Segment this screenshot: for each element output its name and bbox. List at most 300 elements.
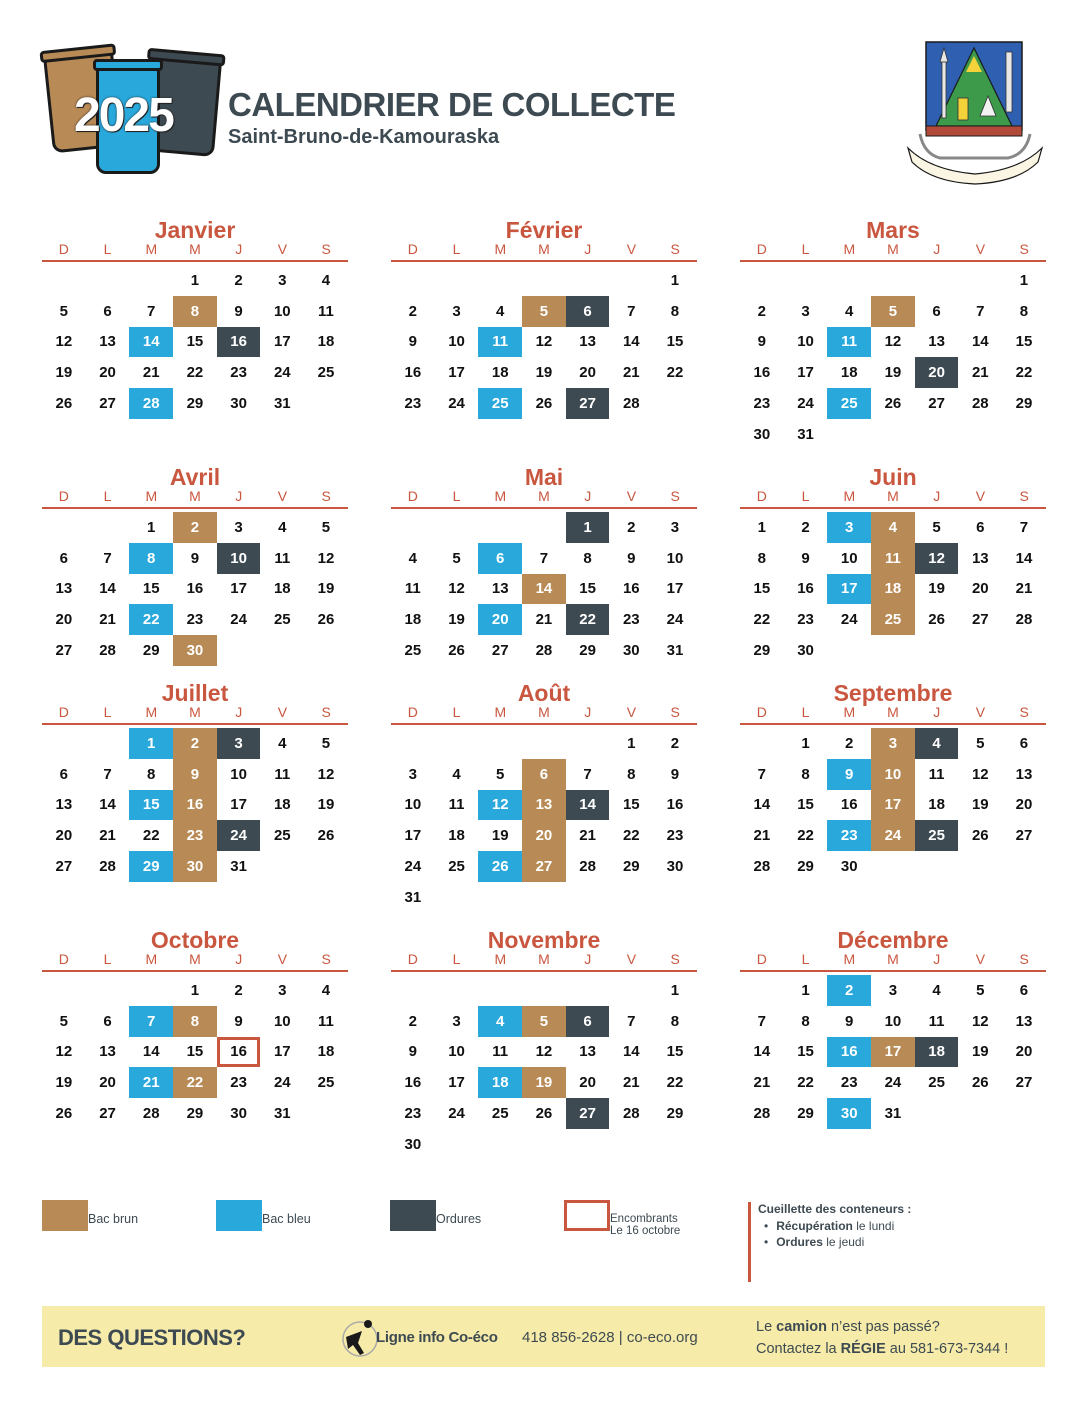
- day-cell: 7: [1019, 518, 1029, 536]
- month-block: [391, 465, 697, 666]
- day-cell: 5: [496, 765, 505, 783]
- day-cell: 5: [932, 518, 941, 536]
- day-cell: 7: [976, 302, 985, 320]
- weekday-label: V: [975, 951, 986, 967]
- day-cell: 29: [1015, 395, 1033, 413]
- day-cell: 22: [797, 1074, 814, 1092]
- day-cell: 16: [217, 1037, 261, 1068]
- day-cell: 7: [103, 549, 112, 567]
- day-cell: 27: [55, 858, 73, 876]
- weekday-label: D: [407, 951, 418, 967]
- day-cell: 13: [55, 580, 73, 598]
- day-cell: 8: [627, 765, 636, 783]
- month-block: [42, 218, 348, 419]
- day-cell: 4: [932, 981, 941, 999]
- day-cell: 9: [234, 1012, 243, 1030]
- day-cell: 4: [321, 981, 331, 999]
- day-cell: 24: [448, 1105, 465, 1123]
- day-cell: 2: [173, 512, 217, 543]
- day-cell: 15: [129, 790, 173, 821]
- weekday-label: M: [189, 241, 201, 257]
- day-cell: 6: [932, 302, 941, 320]
- day-cell: 2: [234, 981, 243, 999]
- day-cell: 5: [59, 1012, 69, 1030]
- day-cell: 31: [666, 642, 684, 660]
- empty-cell: [478, 512, 522, 543]
- weekday-label: V: [626, 488, 637, 504]
- day-cell: 24: [217, 820, 261, 851]
- day-cell: 2: [408, 1012, 418, 1030]
- weekday-label: M: [189, 488, 201, 504]
- empty-cell: [129, 975, 173, 1006]
- day-cell: 27: [55, 642, 73, 660]
- day-cell: 25: [317, 364, 335, 382]
- weekday-label: J: [584, 951, 592, 967]
- cueillette-item: • Récupération le lundi: [764, 1219, 911, 1233]
- day-cell: 24: [273, 1074, 291, 1092]
- month-block: [391, 928, 697, 1160]
- day-cell: 12: [535, 1043, 553, 1061]
- month-block: [391, 218, 697, 419]
- day-cell: 29: [753, 642, 771, 660]
- day-cell: 28: [142, 1105, 160, 1123]
- day-cell: 29: [579, 642, 596, 660]
- day-cell: 22: [797, 827, 814, 845]
- day-cell: 18: [317, 333, 335, 351]
- empty-cell: [435, 265, 479, 296]
- weekday-label: M: [538, 951, 550, 967]
- day-cell: 6: [522, 759, 566, 790]
- weekday-label: M: [843, 488, 856, 504]
- day-cell: 17: [871, 1037, 915, 1068]
- day-cell: 2: [173, 728, 217, 759]
- day-cell: 10: [404, 796, 422, 814]
- weekday-label: V: [277, 704, 288, 720]
- empty-cell: [522, 265, 566, 296]
- day-cell: 11: [274, 549, 291, 567]
- empty-cell: [391, 728, 435, 759]
- day-cell: 9: [670, 765, 680, 783]
- empty-cell: [740, 975, 784, 1006]
- day-cell: 28: [753, 1105, 771, 1123]
- weekday-label: L: [103, 704, 112, 720]
- day-cell: 18: [448, 827, 465, 845]
- page-subtitle: Saint-Bruno-de-Kamouraska: [228, 126, 500, 148]
- day-cell: 31: [404, 888, 422, 906]
- month-name: Avril: [169, 464, 221, 490]
- weekday-label: M: [538, 241, 550, 257]
- day-cell: 20: [915, 357, 959, 388]
- day-cell: 12: [55, 1043, 73, 1061]
- weekday-label: M: [887, 951, 899, 967]
- day-cell: 23: [753, 395, 771, 413]
- day-cell: 3: [827, 512, 871, 543]
- weekday-label: J: [933, 951, 941, 967]
- weekday-label: J: [584, 704, 592, 720]
- weekday-label: M: [843, 704, 856, 720]
- day-cell: 4: [278, 734, 287, 752]
- day-cell: 16: [404, 364, 422, 382]
- day-cell: 20: [99, 1074, 116, 1092]
- day-cell: 10: [273, 302, 291, 320]
- day-cell: 26: [448, 642, 465, 660]
- day-cell: 1: [670, 981, 680, 999]
- days-grid: [740, 728, 1046, 882]
- day-cell: 1: [801, 981, 810, 999]
- day-cell: 14: [753, 796, 771, 814]
- weekday-label: M: [145, 704, 158, 720]
- day-cell: 3: [234, 518, 243, 536]
- day-cell: 23: [186, 611, 204, 629]
- day-cell: 24: [448, 395, 465, 413]
- day-cell: 13: [522, 790, 566, 821]
- weekday-label: V: [626, 241, 637, 257]
- day-cell: 17: [827, 574, 871, 605]
- day-cell: 25: [827, 388, 871, 419]
- day-cell: 26: [535, 1105, 553, 1123]
- day-cell: 29: [666, 1105, 684, 1123]
- day-cell: 13: [579, 333, 596, 351]
- day-cell: 24: [666, 611, 684, 629]
- empty-cell: [478, 975, 522, 1006]
- day-cell: 7: [129, 1006, 173, 1037]
- day-cell: 13: [99, 333, 116, 351]
- day-cell: 9: [757, 333, 767, 351]
- weekday-label: S: [670, 241, 680, 257]
- day-cell: 6: [59, 765, 69, 783]
- day-cell: 27: [99, 1105, 116, 1123]
- day-cell: 21: [753, 827, 771, 845]
- day-cell: 19: [491, 827, 509, 845]
- day-cell: 29: [186, 395, 204, 413]
- day-cell: 13: [1015, 765, 1033, 783]
- weekday-header: [42, 489, 348, 509]
- day-cell: 1: [129, 728, 173, 759]
- day-cell: 12: [448, 580, 465, 598]
- day-cell: 19: [55, 1074, 73, 1092]
- month-block: [740, 465, 1046, 666]
- day-cell: 14: [566, 790, 610, 821]
- day-cell: 12: [915, 543, 959, 574]
- day-cell: 9: [408, 333, 418, 351]
- day-cell: 13: [971, 549, 989, 567]
- day-cell: 26: [535, 395, 553, 413]
- day-cell: 30: [827, 1098, 871, 1129]
- day-cell: 28: [1015, 611, 1033, 629]
- empty-cell: [784, 265, 828, 296]
- weekday-label: J: [933, 488, 941, 504]
- empty-cell: [42, 512, 86, 543]
- day-cell: 25: [448, 858, 465, 876]
- day-cell: 16: [797, 580, 814, 598]
- weekday-label: J: [235, 488, 243, 504]
- day-cell: 29: [797, 858, 814, 876]
- empty-cell: [609, 265, 653, 296]
- weekday-label: D: [407, 488, 418, 504]
- day-cell: 1: [190, 271, 200, 289]
- empty-cell: [566, 728, 610, 759]
- weekday-label: D: [756, 704, 767, 720]
- day-cell: 22: [566, 604, 610, 635]
- day-cell: 15: [142, 580, 160, 598]
- day-cell: 8: [173, 296, 217, 327]
- day-cell: 4: [496, 302, 505, 320]
- month-name: Février: [505, 217, 583, 243]
- day-cell: 7: [757, 1012, 767, 1030]
- day-cell: 21: [753, 1074, 771, 1092]
- day-cell: 18: [840, 364, 858, 382]
- day-cell: 27: [522, 851, 566, 882]
- day-cell: 19: [971, 796, 989, 814]
- day-cell: 5: [522, 1006, 566, 1037]
- empty-cell: [740, 728, 784, 759]
- day-cell: 28: [622, 1105, 640, 1123]
- day-cell: 26: [971, 1074, 989, 1092]
- day-cell: 20: [522, 820, 566, 851]
- day-cell: 2: [827, 975, 871, 1006]
- day-cell: 8: [757, 549, 767, 567]
- month-name: Novembre: [487, 927, 601, 953]
- month-block: [740, 681, 1046, 882]
- weekday-label: V: [626, 704, 637, 720]
- day-cell: 20: [1015, 796, 1033, 814]
- day-cell: 22: [622, 827, 640, 845]
- day-cell: 2: [670, 734, 680, 752]
- day-cell: 18: [915, 1037, 959, 1068]
- weekday-label: V: [277, 241, 288, 257]
- weekday-label: D: [407, 704, 418, 720]
- day-cell: 19: [522, 1067, 566, 1098]
- day-cell: 5: [59, 302, 69, 320]
- day-cell: 12: [317, 549, 335, 567]
- day-cell: 6: [1019, 981, 1029, 999]
- day-cell: 22: [173, 1067, 217, 1098]
- day-cell: 29: [186, 1105, 204, 1123]
- days-grid: [740, 265, 1046, 450]
- day-cell: 11: [448, 796, 465, 814]
- day-cell: 6: [976, 518, 985, 536]
- day-cell: 31: [273, 395, 291, 413]
- cueillette-note: [748, 1202, 911, 1282]
- day-cell: 31: [884, 1105, 902, 1123]
- days-grid: [391, 728, 697, 913]
- day-cell: 10: [273, 1012, 291, 1030]
- weekday-label: M: [494, 488, 507, 504]
- day-cell: 21: [622, 364, 640, 382]
- day-cell: 23: [797, 611, 814, 629]
- empty-cell: [435, 975, 479, 1006]
- day-cell: 21: [535, 611, 553, 629]
- day-cell: 7: [583, 765, 592, 783]
- day-cell: 8: [583, 549, 592, 567]
- day-cell: 11: [404, 580, 421, 598]
- day-cell: 6: [566, 1006, 610, 1037]
- day-cell: 16: [666, 796, 684, 814]
- day-cell: 10: [666, 549, 684, 567]
- day-cell: 17: [871, 790, 915, 821]
- day-cell: 12: [55, 333, 73, 351]
- day-cell: 12: [971, 1012, 989, 1030]
- day-cell: 8: [670, 302, 680, 320]
- info-line-contact[interactable]: 418 856-2628 | co-eco.org: [522, 1329, 698, 1346]
- day-cell: 15: [1015, 333, 1033, 351]
- weekday-label: M: [494, 241, 507, 257]
- brown-swatch: [42, 1200, 88, 1231]
- day-cell: 17: [273, 333, 291, 351]
- weekday-label: M: [494, 951, 507, 967]
- weekday-label: S: [321, 241, 331, 257]
- day-cell: 20: [579, 1074, 596, 1092]
- legend-encombrants: [564, 1200, 680, 1237]
- day-cell: 17: [448, 1074, 465, 1092]
- day-cell: 24: [404, 858, 422, 876]
- day-cell: 17: [404, 827, 422, 845]
- day-cell: 14: [522, 574, 566, 605]
- bins-logo: [42, 40, 227, 170]
- month-block: [42, 681, 348, 882]
- days-grid: [740, 975, 1046, 1129]
- day-cell: 20: [55, 611, 73, 629]
- day-cell: 14: [142, 1043, 160, 1061]
- empty-cell: [42, 265, 86, 296]
- day-cell: 3: [278, 981, 287, 999]
- day-cell: 22: [186, 364, 204, 382]
- empty-cell: [522, 728, 566, 759]
- grey-swatch: [390, 1200, 436, 1231]
- weekday-label: L: [801, 241, 810, 257]
- weekday-label: M: [538, 704, 550, 720]
- day-cell: 14: [971, 333, 989, 351]
- weekday-label: D: [58, 488, 69, 504]
- day-cell: 11: [318, 302, 334, 320]
- day-cell: 24: [840, 611, 858, 629]
- day-cell: 10: [797, 333, 814, 351]
- weekday-label: M: [189, 704, 201, 720]
- empty-cell: [915, 265, 959, 296]
- day-cell: 11: [928, 1012, 945, 1030]
- weekday-label: M: [843, 951, 856, 967]
- month-name: Juillet: [161, 680, 229, 706]
- month-name: Août: [517, 680, 571, 706]
- empty-cell: [86, 265, 130, 296]
- month-name: Octobre: [150, 927, 240, 953]
- day-cell: 27: [99, 395, 116, 413]
- day-cell: 22: [1015, 364, 1033, 382]
- day-cell: 12: [535, 333, 553, 351]
- day-cell: 9: [801, 549, 810, 567]
- weekday-label: M: [189, 951, 201, 967]
- weekday-label: S: [1019, 951, 1029, 967]
- day-cell: 12: [884, 333, 902, 351]
- day-cell: 14: [622, 1043, 640, 1061]
- blue-swatch: [216, 1200, 262, 1231]
- day-cell: 3: [801, 302, 810, 320]
- day-cell: 22: [666, 1074, 684, 1092]
- weekday-header: [740, 489, 1046, 509]
- day-cell: 16: [404, 1074, 422, 1092]
- day-cell: 29: [129, 851, 173, 882]
- day-cell: 23: [840, 1074, 858, 1092]
- day-cell: 19: [928, 580, 945, 598]
- day-cell: 28: [99, 642, 116, 660]
- day-cell: 19: [971, 1043, 989, 1061]
- day-cell: 26: [55, 1105, 73, 1123]
- day-cell: 30: [666, 858, 684, 876]
- day-cell: 5: [871, 296, 915, 327]
- day-cell: 22: [666, 364, 684, 382]
- camion-note: Le camion n’est pas passé? Contactez la RÉGIE au 581-673-7344 !: [756, 1319, 1009, 1357]
- day-cell: 23: [230, 1074, 247, 1092]
- day-cell: 28: [971, 395, 989, 413]
- day-cell: 1: [566, 512, 610, 543]
- weekday-label: L: [103, 488, 112, 504]
- day-cell: 12: [478, 790, 522, 821]
- day-cell: 19: [884, 364, 902, 382]
- empty-cell: [391, 975, 435, 1006]
- day-cell: 24: [797, 395, 814, 413]
- day-cell: 31: [797, 425, 814, 443]
- month-name: Juin: [869, 464, 917, 490]
- weekday-label: D: [756, 488, 767, 504]
- weekday-label: M: [887, 704, 899, 720]
- day-cell: 16: [827, 1037, 871, 1068]
- empty-cell: [435, 728, 479, 759]
- day-cell: 27: [1015, 827, 1033, 845]
- day-cell: 15: [666, 1043, 684, 1061]
- day-cell: 14: [622, 333, 640, 351]
- day-cell: 15: [753, 580, 771, 598]
- day-cell: 13: [99, 1043, 116, 1061]
- day-cell: 17: [230, 580, 247, 598]
- empty-cell: [86, 512, 130, 543]
- day-cell: 11: [928, 765, 945, 783]
- day-cell: 11: [492, 1043, 509, 1061]
- day-cell: 20: [971, 580, 989, 598]
- day-cell: 13: [491, 580, 509, 598]
- day-cell: 28: [129, 388, 173, 419]
- day-cell: 13: [1015, 1012, 1033, 1030]
- day-cell: 10: [230, 765, 247, 783]
- day-cell: 25: [273, 611, 291, 629]
- day-cell: 10: [884, 1012, 902, 1030]
- day-cell: 1: [757, 518, 767, 536]
- weekday-label: S: [670, 488, 680, 504]
- days-grid: [740, 512, 1046, 666]
- weekday-label: V: [975, 488, 986, 504]
- weekday-label: S: [321, 951, 331, 967]
- weekday-label: M: [145, 488, 158, 504]
- weekday-label: S: [321, 488, 331, 504]
- cueillette-title: Cueillette des conteneurs :: [758, 1202, 912, 1216]
- empty-cell: [871, 265, 915, 296]
- day-cell: 27: [1015, 1074, 1033, 1092]
- day-cell: 27: [566, 388, 610, 419]
- day-cell: 3: [408, 765, 418, 783]
- day-cell: 18: [273, 796, 291, 814]
- weekday-label: M: [887, 241, 899, 257]
- empty-cell: [42, 728, 86, 759]
- day-cell: 27: [566, 1098, 610, 1129]
- day-cell: 25: [928, 1074, 945, 1092]
- month-name: Mai: [524, 464, 564, 490]
- day-cell: 18: [871, 574, 915, 605]
- day-cell: 3: [452, 1012, 461, 1030]
- empty-cell: [958, 265, 1002, 296]
- day-cell: 25: [404, 642, 422, 660]
- day-cell: 3: [278, 271, 287, 289]
- day-cell: 3: [871, 728, 915, 759]
- weekday-label: S: [670, 951, 680, 967]
